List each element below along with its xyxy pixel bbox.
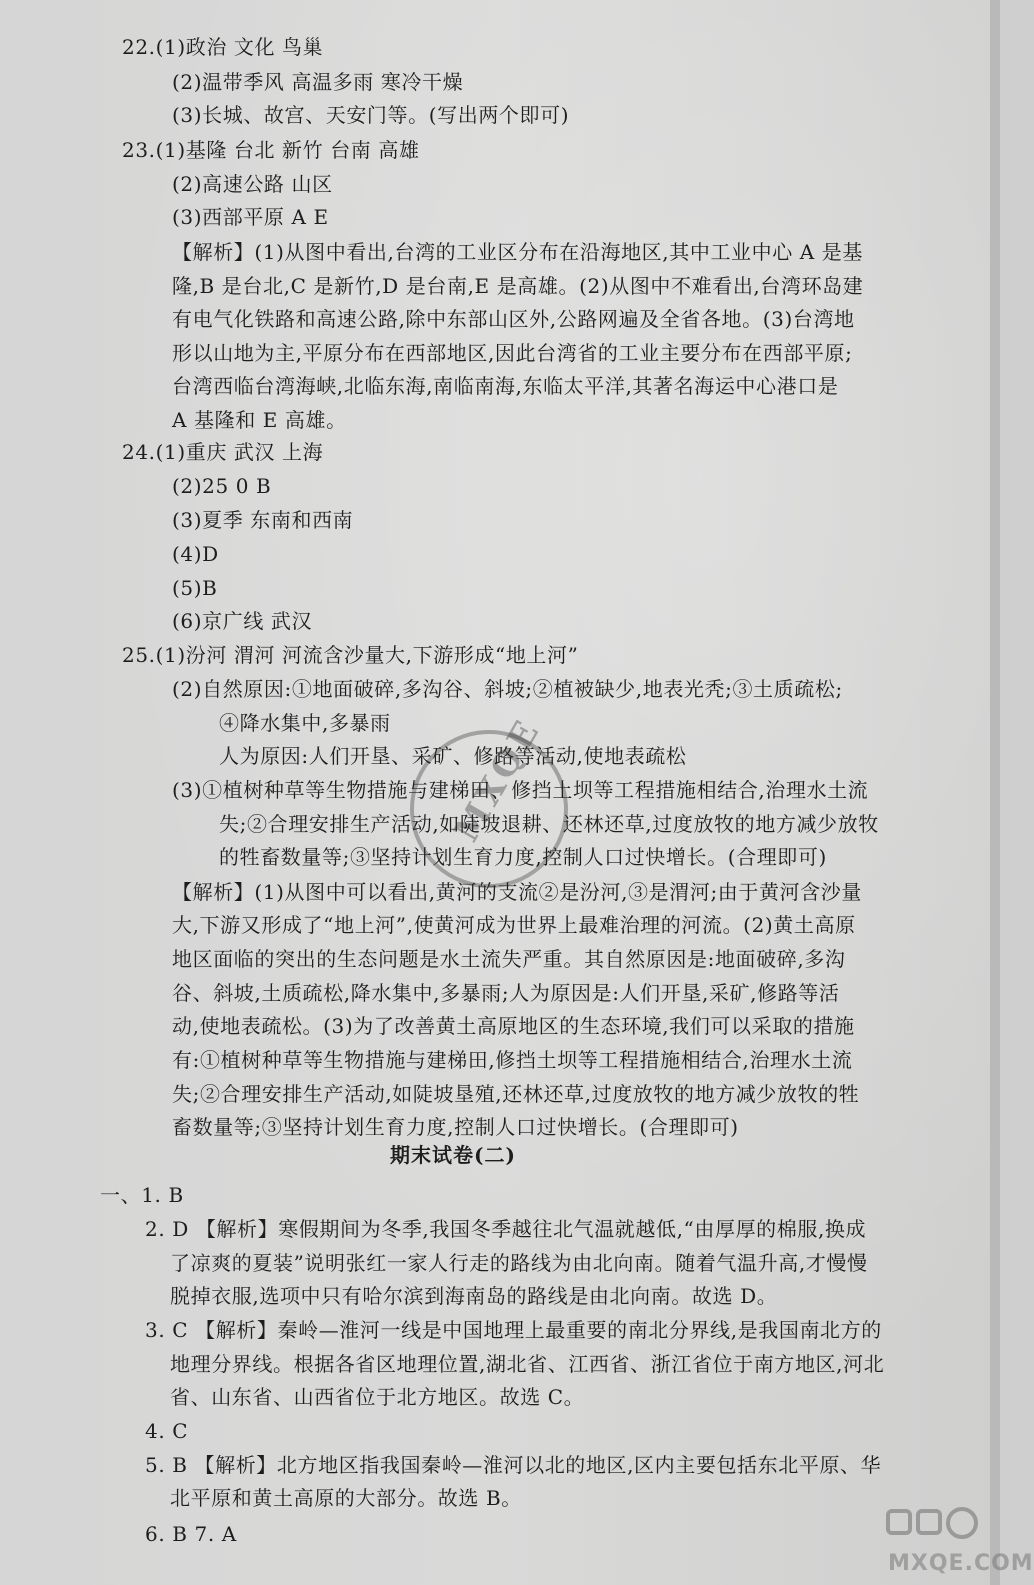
text-line: 一、1. B bbox=[100, 1183, 184, 1207]
text-line: (4)D bbox=[172, 542, 219, 566]
text-line: 台湾西临台湾海峡,北临东海,南临南海,东临太平洋,其著名海运中心港口是 bbox=[172, 374, 839, 398]
text-line: (2)25 0 B bbox=[172, 474, 272, 498]
text-line: (2)温带季风 高温多雨 寒冷干燥 bbox=[172, 70, 464, 94]
text-line: 大,下游又形成了“地上河”,使黄河成为世界上最难治理的河流。(2)黄土高原 bbox=[172, 913, 856, 937]
text-line: 4. C bbox=[145, 1419, 189, 1443]
text-line: 失;②合理安排生产活动,如陡坡退耕、还林还草,过度放牧的地方减少放牧 bbox=[219, 812, 879, 836]
text-line: 形以山地为主,平原分布在西部地区,因此台湾省的工业主要分布在西部平原; bbox=[172, 341, 853, 365]
text-line: 的牲畜数量等;③坚持计划生育力度,控制人口过快增长。(合理即可) bbox=[219, 845, 827, 869]
text-line: 3. C 【解析】秦岭—淮河一线是中国地理上最重要的南北分界线,是我国南北方的 bbox=[145, 1318, 882, 1342]
text-line: (6)京广线 武汉 bbox=[172, 609, 313, 633]
text-line: 6. B 7. A bbox=[145, 1522, 237, 1546]
text-line: 地区面临的突出的生态问题是水土流失严重。其自然原因是:地面破碎,多沟 bbox=[172, 947, 846, 971]
text-line: 25.(1)汾河 渭河 河流含沙量大,下游形成“地上河” bbox=[122, 643, 579, 667]
text-line: (3)西部平原 A E bbox=[172, 205, 329, 229]
text-line: (3)夏季 东南和西南 bbox=[172, 508, 354, 532]
text-line: A 基隆和 E 高雄。 bbox=[172, 408, 347, 432]
text-line: 谷、斜坡,土质疏松,降水集中,多暴雨;人为原因是:人们开垦,采矿,修路等活 bbox=[172, 981, 840, 1005]
text-line: (3)①植树种草等生物措施与建梯田、修挡土坝等工程措施相结合,治理水土流 bbox=[172, 778, 869, 802]
text-line: 【解析】(1)从图中看出,台湾的工业区分布在沿海地区,其中工业中心 A 是基 bbox=[172, 240, 864, 264]
text-line: 2. D 【解析】寒假期间为冬季,我国冬季越往北气温就越低,“由厚厚的棉服,换成 bbox=[145, 1217, 867, 1241]
text-line: 失;②合理安排生产活动,如陡坡垦殖,还林还草,过度放牧的地方减少放牧的牲 bbox=[172, 1082, 860, 1106]
text-line: 5. B 【解析】北方地区指我国秦岭—淮河以北的地区,区内主要包括东北平原、华 bbox=[145, 1453, 882, 1477]
stamp-seal-text: MXQE bbox=[446, 711, 549, 849]
text-line: 【解析】(1)从图中可以看出,黄河的支流②是汾河,③是渭河;由于黄河含沙量 bbox=[172, 880, 862, 904]
text-line: 24.(1)重庆 武汉 上海 bbox=[122, 440, 324, 464]
text-line: (2)高速公路 山区 bbox=[172, 172, 333, 196]
text-line: 隆,B 是台北,C 是新竹,D 是台南,E 是高雄。(2)从图中不难看出,台湾环岛建 bbox=[172, 274, 864, 298]
text-line: ④降水集中,多暴雨 bbox=[219, 711, 391, 735]
text-line: (5)B bbox=[172, 576, 218, 600]
text-line: 22.(1)政治 文化 鸟巢 bbox=[122, 35, 324, 59]
text-line: 了凉爽的夏装”说明张红一家人行走的路线为由北向南。随着气温升高,才慢慢 bbox=[170, 1251, 868, 1275]
text-line: (3)长城、故宫、天安门等。(写出两个即可) bbox=[172, 103, 570, 127]
text-line: (2)自然原因:①地面破碎,多沟谷、斜坡;②植被缺少,地表光秃;③土质疏松; bbox=[172, 677, 843, 701]
text-line: 动,使地表疏松。(3)为了改善黄土高原地区的生态环境,我们可以采取的措施 bbox=[172, 1014, 855, 1038]
text-line: 畜数量等;③坚持计划生育力度,控制人口过快增长。(合理即可) bbox=[172, 1115, 739, 1139]
text-line: 地理分界线。根据各省区地理位置,湖北省、江西省、浙江省位于南方地区,河北 bbox=[170, 1352, 885, 1376]
watermark-text: MXQE.COM bbox=[888, 1551, 1034, 1576]
text-line: 有:①植树种草等生物措施与建梯田,修挡土坝等工程措施相结合,治理水土流 bbox=[172, 1048, 853, 1072]
text-line: 人为原因:人们开垦、采矿、修路等活动,使地表疏松 bbox=[219, 744, 687, 768]
page-edge bbox=[990, 0, 1000, 1585]
text-line: 脱掉衣服,选项中只有哈尔滨到海南岛的路线是由北向南。故选 D。 bbox=[170, 1284, 778, 1308]
text-line: 23.(1)基隆 台北 新竹 台南 高雄 bbox=[122, 138, 420, 162]
text-line: 北平原和黄土高原的大部分。故选 B。 bbox=[170, 1486, 522, 1510]
section-title: 期末试卷(二) bbox=[390, 1143, 516, 1167]
text-line: 有电气化铁路和高速公路,除中东部山区外,公路网遍及全省各地。(3)台湾地 bbox=[172, 307, 855, 331]
text-line: 省、山东省、山西省位于北方地区。故选 C。 bbox=[170, 1385, 585, 1409]
